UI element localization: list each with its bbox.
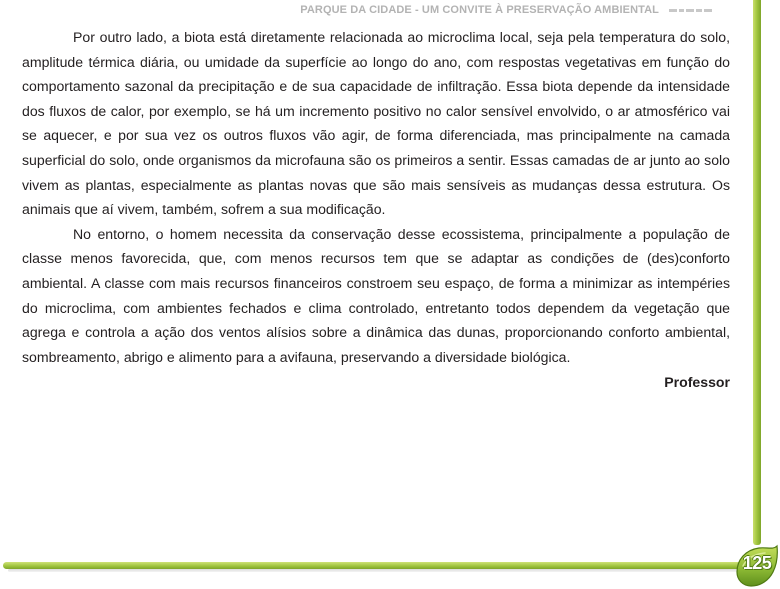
running-header-title: PARQUE DA CIDADE - UM CONVITE À PRESERVAÇÃO AMBIENTAL [300,4,659,16]
article-body [22,25,730,395]
author-signature: Professor [664,374,730,391]
bottom-bar-shadow [8,569,743,572]
bottom-green-border [3,562,743,569]
running-header [200,2,712,18]
header-dash-ornament [669,9,712,12]
page-number: 125 [742,553,772,573]
right-green-border [753,0,761,545]
paragraph-2: No entorno, o homem necessita da conservação desse ecossistema, principalmente a população de classe menos favorecida, que, com menos recursos tem que se adaptar as condições de (des)conforto ambiental. A classe com mais recursos financeiros constroem seu espaço, de forma a minimizar as intempéries do microclima, com ambientes fechados e clima controlado, entretanto todos dependem da vegetação que agrega e controla a ação dos ventos alísios sobre a dinâmica das dunas, proporcionando conforto ambiental, sombreamento, abrigo e alimento para a avifauna, preservando a diversidade biológica. [22,225,730,365]
paragraph-1: Por outro lado, a biota está diretamente relacionada ao microclima local, seja pela temperatura do solo, amplitude térmica diária, ou umidade da superfície ao longo do ano, com respostas vegetativas em função do comportamento sazonal da precipitação e de sua capacidade de infiltração. Essa biota depende da intensidade dos fluxos de calor, por exemplo, se há um incremento positivo no calor sensível envolvido, o ar atmosférico vai se aquecer, e por sua vez os outros fluxos vão agir, de forma diferenciada, mas principalmente na camada superficial do solo, onde organismos da microfauna são os primeiros a sentir. Essas camadas de ar junto ao solo vivem as plantas, especialmente as plantas novas que são mais sensíveis as mudanças dessa estrutura. Os animais que aí vivem, também, sofrem a sua modificação. [22,29,730,218]
